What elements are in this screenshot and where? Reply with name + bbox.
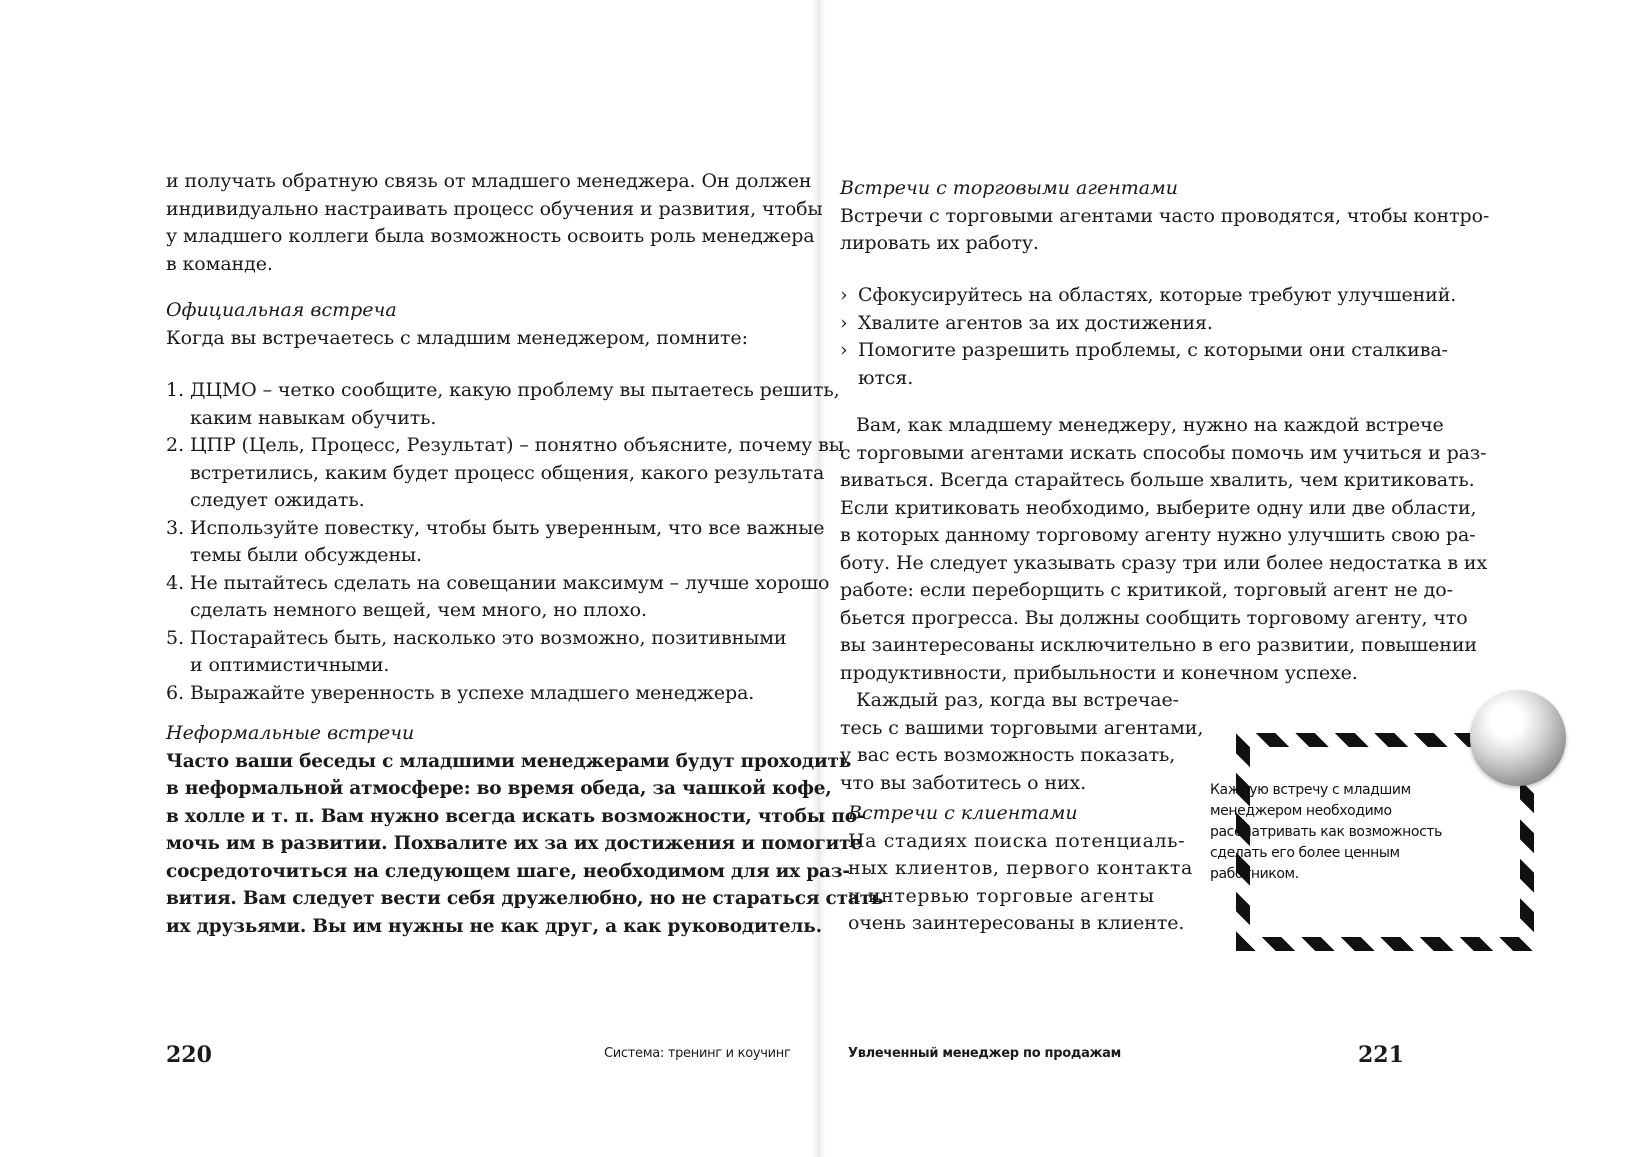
text-line: у младшего коллеги была возможность освоить роль менеджера bbox=[166, 225, 815, 247]
text-line: Хвалите агентов за их достижения. bbox=[858, 311, 1213, 334]
callout-text bbox=[1210, 780, 1460, 885]
page-number: 220 bbox=[166, 1042, 212, 1068]
right-page bbox=[818, 0, 1637, 1157]
text-line: Если критиковать необходимо, выберите одну или две области, bbox=[840, 496, 1477, 519]
section-lead: Когда вы встречаетесь с младшим менеджером, помните: bbox=[166, 326, 748, 349]
text-line: виваться. Всегда старайтесь больше хвалить, чем критиковать. bbox=[840, 469, 1475, 491]
section-heading: Официальная встреча bbox=[166, 299, 397, 321]
text-line: Не пытайтесь сделать на совещании максимум – лучше хорошо bbox=[190, 571, 830, 594]
intro-paragraph bbox=[166, 168, 823, 278]
list-item bbox=[166, 625, 844, 680]
client-meetings-section bbox=[848, 800, 1193, 938]
list-number: 2. bbox=[166, 434, 185, 456]
text-line: их друзьями. Вы им нужны не как друг, а как руководитель. bbox=[166, 915, 822, 937]
list-item bbox=[166, 570, 844, 625]
formal-meeting-section bbox=[166, 297, 748, 352]
informal-meetings-section bbox=[166, 720, 883, 940]
text-line: Каждый раз, когда вы встречае- bbox=[856, 689, 1179, 711]
text-line: ных клиентов, первого контакта bbox=[848, 857, 1193, 879]
text-line: ДЦМО – четко сообщите, какую проблему вы пытаетесь решить, bbox=[190, 379, 840, 401]
agent-meetings-section bbox=[840, 175, 1489, 258]
bullet-list bbox=[840, 282, 1456, 392]
running-head: Увлеченный менеджер по продажам bbox=[848, 1046, 1121, 1061]
text-line: Используйте повестку, чтобы быть уверенным, что все важные bbox=[190, 516, 825, 539]
text-line: мочь им в развитии. Похвалите их за их достижения и помогите bbox=[166, 833, 862, 854]
text-line: Каждую встречу с младшим bbox=[1210, 782, 1411, 798]
text-line: сосредоточиться на следующем шаге, необходимом для их раз- bbox=[166, 860, 850, 882]
text-line: очень заинтересованы в клиенте. bbox=[848, 912, 1185, 934]
text-line: Постарайтесь быть, насколько это возможно, позитивными bbox=[190, 626, 787, 649]
text-line: в которых данному торговому агенту нужно улучшить свою ра- bbox=[840, 524, 1476, 546]
numbered-list bbox=[166, 377, 844, 707]
text-line: Выражайте уверенность в успехе младшего менеджера. bbox=[190, 681, 755, 704]
text-line: ЦПР (Цель, Процесс, Результат) – понятно объясните, почему вы bbox=[190, 434, 844, 456]
text-line: темы были обсуждены. bbox=[190, 544, 422, 566]
list-number: 4. bbox=[166, 571, 185, 594]
text-line: рассматривать как возможность bbox=[1210, 824, 1442, 840]
text-line: Встречи с торговыми агентами часто проводятся, чтобы контро- bbox=[840, 204, 1490, 227]
list-item bbox=[840, 337, 1456, 392]
text-line: ются. bbox=[858, 366, 914, 389]
list-number: 5. bbox=[166, 626, 185, 649]
list-number: 1. bbox=[166, 379, 185, 401]
crystal-ball-icon bbox=[1470, 690, 1566, 786]
list-number: 6. bbox=[166, 681, 185, 704]
text-line: Часто ваши беседы с младшими менеджерами будут проходить bbox=[166, 750, 852, 772]
section-heading: Встречи с торговыми агентами bbox=[840, 177, 1179, 199]
text-line: у вас есть возможность показать, bbox=[840, 744, 1176, 766]
text-line: боту. Не следует указывать сразу три или более недостатка в их bbox=[840, 551, 1488, 574]
text-line: работником. bbox=[1210, 866, 1299, 882]
text-line: На стадиях поиска потенциаль- bbox=[848, 829, 1186, 852]
text-line: Вам, как младшему менеджеру, нужно на каждой встрече bbox=[856, 414, 1444, 436]
list-number: 3. bbox=[166, 516, 185, 539]
text-line: лировать их работу. bbox=[840, 232, 1039, 254]
list-item bbox=[166, 377, 844, 432]
text-line: сделать немного вещей, чем много, но плохо. bbox=[190, 599, 647, 621]
list-item bbox=[166, 680, 844, 708]
section-heading: Неформальные встречи bbox=[166, 722, 415, 744]
text-line: работе: если переборщить с критикой, торговый агент не до- bbox=[840, 579, 1453, 601]
chevron-right-icon: › bbox=[840, 284, 848, 306]
chevron-right-icon: › bbox=[840, 339, 848, 361]
text-line: и интервью торговые агенты bbox=[848, 884, 1155, 907]
text-line: Помогите разрешить проблемы, с которыми они сталкива- bbox=[858, 339, 1448, 361]
text-line: с торговыми агентами искать способы помочь им учиться и раз- bbox=[840, 441, 1487, 464]
running-head: Система: тренинг и коучинг bbox=[604, 1046, 791, 1061]
text-line: тесь с вашими торговыми агентами, bbox=[840, 716, 1204, 739]
text-line: в холле и т. п. Вам нужно всегда искать возможности, чтобы по- bbox=[166, 805, 865, 827]
text-line: что вы заботитесь о них. bbox=[840, 771, 1087, 794]
text-line: вития. Вам следует вести себя дружелюбно, но не стараться стать bbox=[166, 888, 884, 909]
text-line: менеджером необходимо bbox=[1210, 803, 1392, 819]
chevron-right-icon: › bbox=[840, 311, 848, 334]
text-line: и оптимистичными. bbox=[190, 654, 390, 676]
section-heading: Встречи с клиентами bbox=[848, 802, 1078, 824]
text-line: сделать его более ценным bbox=[1210, 845, 1400, 861]
list-item bbox=[840, 282, 1456, 310]
text-line: продуктивности, прибыльности и конечном успехе. bbox=[840, 661, 1358, 684]
text-line: и получать обратную связь от младшего менеджера. Он должен bbox=[166, 170, 812, 192]
page-number: 221 bbox=[1358, 1042, 1404, 1068]
text-line: в команде. bbox=[166, 252, 273, 275]
text-line: в неформальной атмосфере: во время обеда, за чашкой кофе, bbox=[166, 778, 832, 799]
text-line: бьется прогресса. Вы должны сообщить торговому агенту, что bbox=[840, 606, 1468, 629]
list-item bbox=[166, 432, 844, 515]
list-item bbox=[840, 310, 1456, 338]
text-line: Сфокусируйтесь на областях, которые требуют улучшений. bbox=[858, 284, 1457, 306]
text-line: каким навыкам обучить. bbox=[190, 406, 437, 429]
text-line: индивидуально настраивать процесс обучения и развития, чтобы bbox=[166, 197, 823, 220]
text-line: встретились, каким будет процесс общения, какого результата bbox=[190, 461, 825, 484]
list-item bbox=[166, 515, 844, 570]
text-line: вы заинтересованы исключительно в его развитии, повышении bbox=[840, 634, 1477, 656]
text-line: следует ожидать. bbox=[190, 489, 365, 511]
